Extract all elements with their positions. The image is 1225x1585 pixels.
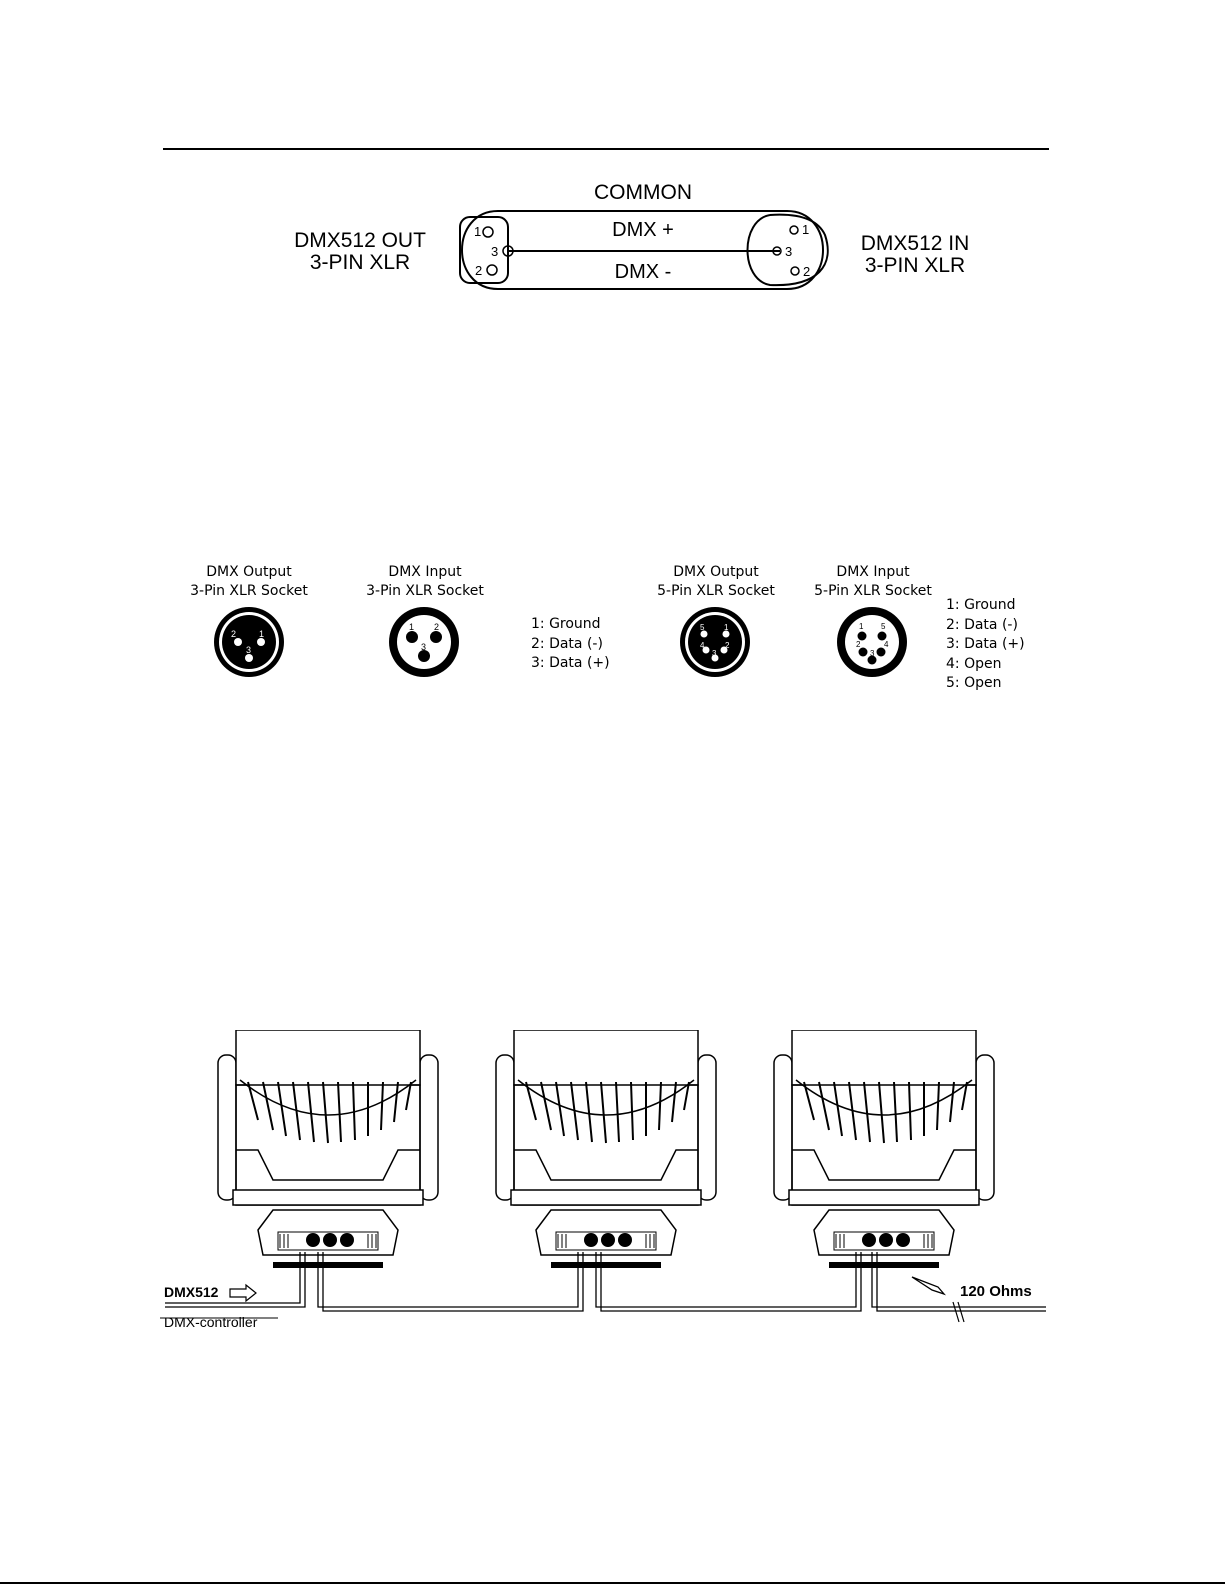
legend-item: 3: Data (+) [531,655,610,671]
pin-label: 2 [725,641,730,650]
pin-label: 4 [884,640,889,649]
socket-title: DMX Input [388,564,462,580]
socket-title: DMX Output [673,564,759,580]
dmx-out-title: DMX512 OUT [294,229,426,252]
out-pin-3-label: 3 [491,244,499,259]
out-pin-2 [487,265,497,275]
socket-subtitle: 3-Pin XLR Socket [366,583,484,599]
pin-label: 3 [246,645,252,655]
cable-link-2a [596,1252,856,1307]
legend-5pin [946,596,1025,694]
common-label: COMMON [594,181,692,204]
pin-label: 1 [724,623,729,632]
legend-item: 1: Ground [946,597,1016,613]
terminator-label: 120 Ohms [960,1283,1032,1300]
dmx-input-arrow-icon [230,1285,256,1301]
terminator-arrow [912,1277,944,1294]
in-pin-2 [791,267,799,275]
cable-link-1b [323,1252,583,1311]
pin-label: 5 [700,623,705,632]
socket-title-3pin-output [174,563,324,601]
dmx-in-label [845,233,985,277]
socket-title: DMX Input [836,564,910,580]
socket-subtitle: 3-Pin XLR Socket [190,583,308,599]
header-rule [163,148,1049,150]
xlr-sockets [180,600,1040,690]
socket-title-5pin-output [641,563,791,601]
in-pin-1 [790,226,798,234]
legend-item: 2: Data (-) [531,635,603,652]
legend-item: 4: Open [946,655,1002,672]
pin-label: 2 [434,622,440,632]
out-pin-1-label: 1 [474,224,482,239]
cable-link-1a [318,1252,578,1307]
legend-item: 2: Data (-) [946,616,1018,633]
socket-title: DMX Output [206,564,292,580]
pin-label: 2 [856,640,861,649]
in-pin-1-label: 1 [802,222,810,237]
in-pin-3-label: 3 [785,244,793,259]
pin-label: 2 [231,629,237,639]
legend-item: 1: Ground [531,616,601,632]
dmx512-label: DMX512 [164,1284,219,1300]
dmx-out-subtitle: 3-PIN XLR [309,251,411,274]
break-marks [953,1302,964,1322]
legend-item: 3: Data (+) [946,636,1025,652]
dmx-plus-label: DMX + [612,219,674,241]
dmx-minus-label: DMX - [614,261,672,283]
dmx-in-subtitle: 3-PIN XLR [864,254,966,277]
dmx-in-title: DMX512 IN [860,232,970,255]
socket-title-5pin-input [798,563,948,601]
pin-label: 1 [859,622,864,631]
dmx-cable-run [160,1230,1060,1330]
pin-label: 3 [712,649,717,658]
socket-5pin-input [837,607,907,677]
out-pin-1 [483,227,493,237]
xlr-cable-diagram [440,175,840,300]
socket-subtitle: 5-Pin XLR Socket [657,583,775,599]
pin-label: 3 [870,649,875,658]
pin-label: 5 [881,622,886,631]
pin-label: 3 [421,642,427,652]
socket-subtitle: 5-Pin XLR Socket [814,583,932,599]
cable-link-2b [601,1252,861,1311]
socket-title-3pin-input [350,563,500,601]
legend-3pin [531,615,610,674]
pin-label: 4 [700,641,705,650]
dmx-out-label [280,230,440,274]
socket-3pin-output [214,607,284,677]
socket-3pin-input [389,607,459,677]
out-pin-2-label: 2 [475,263,483,278]
footer-rule [0,1582,1225,1584]
pin-label: 1 [409,622,415,632]
in-pin-2-label: 2 [803,264,811,279]
dmx-controller-label: DMX-controller [164,1314,258,1330]
cable-out-b [877,1252,1046,1311]
legend-item: 5: Open [946,675,1002,691]
socket-5pin-output [680,607,750,677]
pin-label: 1 [259,629,265,639]
